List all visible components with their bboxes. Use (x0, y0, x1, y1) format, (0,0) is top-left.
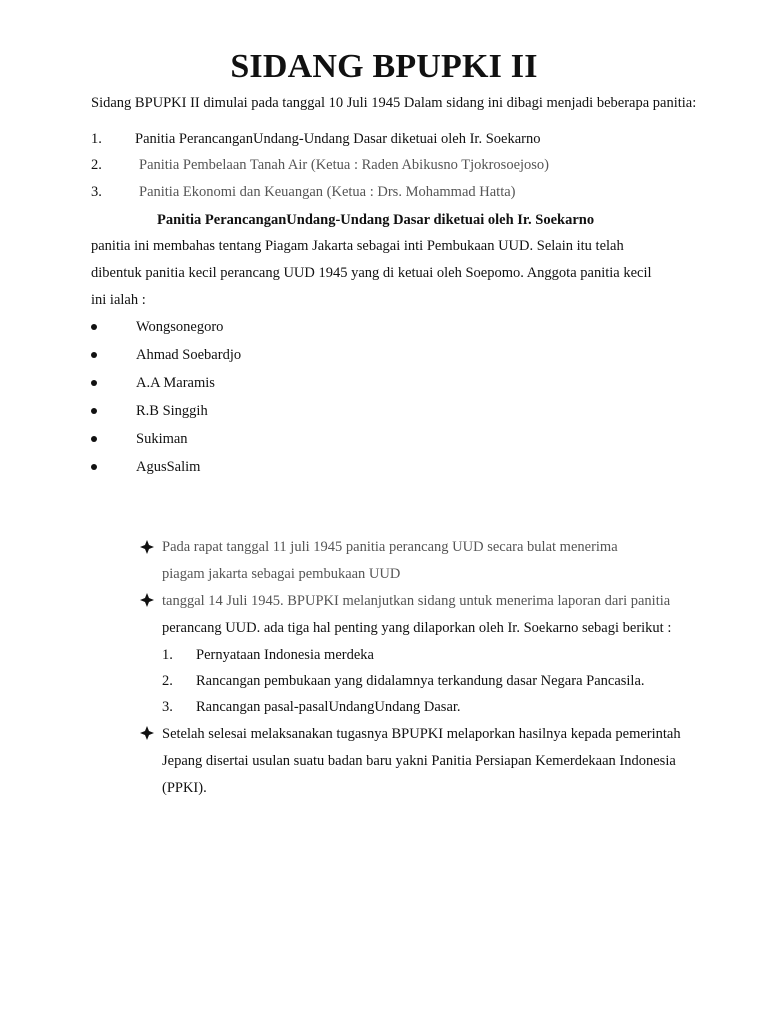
point-line: perancang UUD. ada tiga hal penting yang dilaporkan oleh Ir. Soekarno sebagi berikut : (162, 620, 672, 636)
committee-number: 3. (91, 184, 102, 200)
sub-item: Pernyataan Indonesia merdeka (196, 647, 374, 663)
member-item: Wongsonegoro (136, 319, 224, 335)
sub-number: 3. (162, 699, 173, 715)
sub-number: 1. (162, 647, 173, 663)
point-line: Setelah selesai melaksanakan tugasnya BPUPKI melaporkan hasilnya kepada pemerintah (162, 726, 681, 742)
page-title: SIDANG BPUPKI II (230, 48, 538, 85)
sub-item: Rancangan pasal-pasalUndangUndang Dasar. (196, 699, 461, 715)
paragraph-line: ini ialah : (91, 292, 146, 308)
bullet-icon (91, 380, 97, 386)
bullet-icon (91, 324, 97, 330)
diamond-bullet-icon (140, 540, 154, 554)
bullet-icon (91, 352, 97, 358)
sub-item: Rancangan pembukaan yang didalamnya terkandung dasar Negara Pancasila. (196, 673, 645, 689)
member-item: Sukiman (136, 431, 188, 447)
committee-number: 2. (91, 157, 102, 173)
committee-item: Panitia Pembelaan Tanah Air (Ketua : Raden Abikusno Tjokrosoejoso) (139, 157, 550, 173)
committee-item: Panitia PerancanganUndang-Undang Dasar diketuai oleh Ir. Soekarno (135, 131, 541, 147)
diamond-bullet-icon (140, 593, 154, 607)
bullet-icon (91, 408, 97, 414)
point-line: tanggal 14 Juli 1945. BPUPKI melanjutkan sidang untuk menerima laporan dari panitia (162, 593, 671, 609)
member-item: A.A Maramis (136, 375, 215, 391)
section-heading: Panitia PerancanganUndang-Undang Dasar diketuai oleh Ir. Soekarno (157, 212, 595, 228)
diamond-bullet-icon (140, 726, 154, 740)
point-line: Jepang disertai usulan suatu badan baru yakni Panitia Persiapan Kemerdekaan Indonesia (162, 753, 676, 769)
intro-text: Sidang BPUPKI II dimulai pada tanggal 10 Juli 1945 Dalam sidang ini dibagi menjadi beberapa panitia: (91, 95, 697, 111)
member-item: R.B Singgih (136, 403, 208, 419)
committee-item: Panitia Ekonomi dan Keuangan (Ketua : Drs. Mohammad Hatta) (139, 184, 516, 200)
point-line: piagam jakarta sebagai pembukaan UUD (162, 566, 401, 582)
paragraph-line: panitia ini membahas tentang Piagam Jakarta sebagai inti Pembukaan UUD. Selain itu telah (91, 238, 624, 254)
committee-number: 1. (91, 131, 102, 147)
paragraph-line: dibentuk panitia kecil perancang UUD 1945 yang di ketuai oleh Soepomo. Anggota panitia kecil (91, 265, 652, 281)
bullet-icon (91, 436, 97, 442)
member-item: AgusSalim (136, 459, 201, 475)
sub-number: 2. (162, 673, 173, 689)
point-line: Pada rapat tanggal 11 juli 1945 panitia perancang UUD secara bulat menerima (162, 539, 618, 555)
member-item: Ahmad Soebardjo (136, 347, 242, 363)
bullet-icon (91, 464, 97, 470)
point-line: (PPKI). (162, 780, 207, 796)
